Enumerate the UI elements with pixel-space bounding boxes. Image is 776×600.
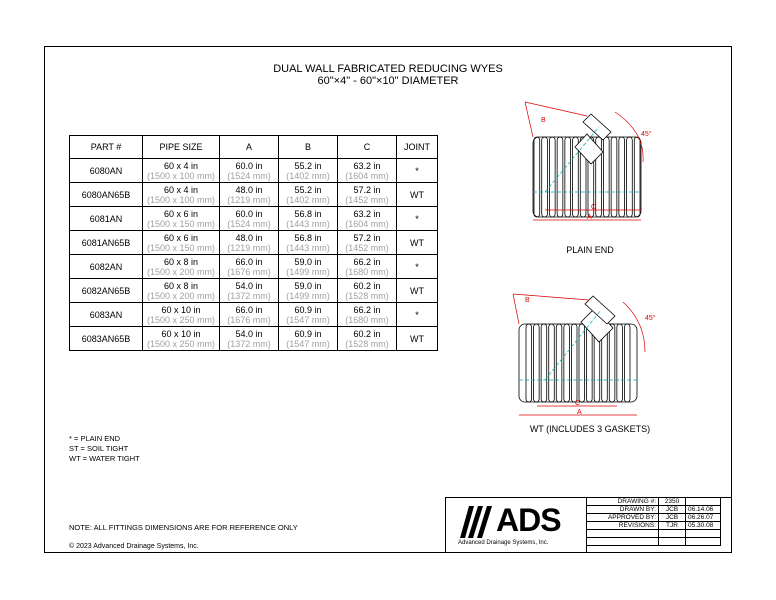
cell-a — [220, 207, 279, 231]
cell-c — [338, 255, 397, 279]
cell-b — [279, 303, 338, 327]
cell-c-metric: (1528 mm) — [345, 338, 389, 349]
cell-a — [220, 279, 279, 303]
cell-c-metric: (1680 mm) — [345, 314, 389, 325]
pipe-corrugation — [549, 324, 555, 402]
cell-c-metric: (1452 mm) — [345, 194, 389, 205]
dim-a-label-wt: A — [577, 409, 582, 416]
cell-b-value: 60.9 in — [294, 328, 322, 339]
cell-c — [338, 183, 397, 207]
company-name: Advanced Drainage Systems, Inc. — [458, 540, 549, 546]
cell-c-metric: (1604 mm) — [345, 170, 389, 181]
legend-soil-tight: ST = SOIL TIGHT — [69, 444, 129, 453]
pipe-corrugation — [587, 324, 593, 402]
copyright: © 2023 Advanced Drainage Systems, Inc. — [69, 543, 199, 550]
pipe-corrugation — [634, 137, 640, 217]
cell-size — [143, 279, 220, 303]
cell-b-value: 59.0 in — [294, 280, 322, 291]
revision-table — [586, 498, 721, 546]
cell-joint-value: WT — [410, 285, 424, 296]
cell-size — [143, 327, 220, 351]
cell-c-value: 63.2 in — [353, 208, 381, 219]
cell-part-value: 6083AN65B — [81, 333, 131, 344]
pipe-corrugation — [564, 324, 570, 402]
cell-c-value: 63.2 in — [353, 160, 381, 171]
cell-b-metric: (1499 mm) — [286, 290, 330, 301]
cell-size — [143, 207, 220, 231]
cell-joint-value: WT — [410, 237, 424, 248]
cell-part — [70, 255, 143, 279]
cell-c-value: 57.2 in — [353, 232, 381, 243]
cell-b-value: 56.8 in — [294, 232, 322, 243]
dim-a-label: A — [587, 214, 592, 221]
drawing-number-label: DRAWING #: — [586, 498, 659, 506]
cell-joint — [397, 303, 438, 327]
drawing-sheet — [44, 46, 732, 553]
pipe-corrugation — [611, 137, 617, 217]
cell-c-metric: (1452 mm) — [345, 242, 389, 253]
pipe-corrugation — [609, 324, 615, 402]
header-part: PART # — [70, 136, 143, 159]
cell-c-metric: (1680 mm) — [345, 266, 389, 277]
cell-size-value: 60 x 6 in — [163, 232, 199, 243]
cell-part — [70, 279, 143, 303]
cell-b-metric: (1443 mm) — [286, 242, 330, 253]
cell-b-value: 55.2 in — [294, 160, 322, 171]
cell-part — [70, 207, 143, 231]
pipe-corrugation — [565, 137, 571, 217]
pipe-corrugation — [549, 137, 555, 217]
cell-a-metric: (1219 mm) — [227, 242, 271, 253]
cell-size-value: 60 x 8 in — [163, 280, 199, 291]
cell-b-value: 59.0 in — [294, 256, 322, 267]
table-row — [70, 303, 438, 327]
pipe-corrugation — [603, 137, 609, 217]
angle-label: 45° — [641, 131, 652, 138]
cell-c-value: 66.2 in — [353, 304, 381, 315]
cell-c-metric: (1528 mm) — [345, 290, 389, 301]
pipe-corrugation — [571, 324, 577, 402]
cell-part-value: 6081AN — [89, 213, 123, 224]
cell-b-value: 56.8 in — [294, 208, 322, 219]
cell-a-value: 66.0 in — [235, 304, 263, 315]
dim-c-label-wt: C — [575, 400, 581, 407]
cell-a — [220, 183, 279, 207]
cell-a-metric: (1219 mm) — [227, 194, 271, 205]
cell-c — [338, 303, 397, 327]
ads-logo — [446, 498, 587, 553]
cell-joint-value: * — [415, 261, 419, 272]
cell-b — [279, 183, 338, 207]
cell-joint-value: * — [415, 165, 419, 176]
cell-b — [279, 327, 338, 351]
dim-b-label: B — [541, 117, 546, 124]
revisions-by: TJR — [659, 522, 686, 530]
table-row — [70, 183, 438, 207]
cell-b-value: 55.2 in — [294, 184, 322, 195]
cell-a-value: 48.0 in — [235, 232, 263, 243]
cell-a-value: 60.0 in — [235, 160, 263, 171]
cell-b-metric: (1499 mm) — [286, 266, 330, 277]
cell-a-value: 54.0 in — [235, 280, 263, 291]
cell-size-metric: (1500 x 200 mm) — [146, 266, 216, 277]
cell-a-metric: (1524 mm) — [227, 218, 271, 229]
pipe-corrugation — [534, 137, 540, 217]
cell-size — [143, 255, 220, 279]
cell-part — [70, 327, 143, 351]
table-row — [70, 255, 438, 279]
cell-size — [143, 231, 220, 255]
cell-part — [70, 231, 143, 255]
cell-joint — [397, 183, 438, 207]
ads-stripes-icon — [460, 506, 496, 538]
cell-a — [220, 303, 279, 327]
cell-size-metric: (1500 x 250 mm) — [146, 338, 216, 349]
cell-size-metric: (1500 x 150 mm) — [146, 242, 216, 253]
cell-b-metric: (1547 mm) — [286, 338, 330, 349]
cell-joint — [397, 279, 438, 303]
table-row — [70, 207, 438, 231]
revisions-date: 05.30.08 — [686, 522, 721, 530]
cell-size — [143, 303, 220, 327]
cell-size-value: 60 x 6 in — [163, 208, 199, 219]
pipe-corrugation — [627, 137, 633, 217]
cell-a-metric: (1372 mm) — [227, 338, 271, 349]
cell-a-metric: (1524 mm) — [227, 170, 271, 181]
cell-b-metric: (1547 mm) — [286, 314, 330, 325]
pipe-corrugation — [579, 324, 585, 402]
drawing-number: 2350 — [659, 498, 686, 506]
pipe-corrugation — [534, 324, 540, 402]
header-pipe-size: PIPE SIZE — [143, 136, 220, 159]
cell-size-metric: (1500 x 200 mm) — [146, 290, 216, 301]
cell-b — [279, 279, 338, 303]
cell-b — [279, 231, 338, 255]
cell-size — [143, 183, 220, 207]
approved-by-label: APPROVED BY: — [586, 514, 659, 522]
cell-a — [220, 231, 279, 255]
title-block — [445, 497, 732, 553]
cell-a — [220, 159, 279, 183]
cell-a-metric: (1676 mm) — [227, 314, 271, 325]
cell-c — [338, 231, 397, 255]
cell-joint-value: * — [415, 309, 419, 320]
cell-part-value: 6082AN65B — [81, 285, 131, 296]
table-row — [70, 327, 438, 351]
cell-joint — [397, 159, 438, 183]
ads-logo-text: ADS — [496, 502, 561, 538]
cell-c-value: 60.2 in — [353, 328, 381, 339]
cell-a — [220, 327, 279, 351]
dim-c-label: C — [591, 204, 597, 211]
pipe-corrugation — [557, 137, 563, 217]
cell-a-value: 66.0 in — [235, 256, 263, 267]
legend-plain-end: * = PLAIN END — [69, 434, 121, 443]
cell-c — [338, 279, 397, 303]
cell-c-value: 57.2 in — [353, 184, 381, 195]
cell-c — [338, 159, 397, 183]
cell-joint — [397, 255, 438, 279]
cell-size-value: 60 x 4 in — [163, 184, 199, 195]
cell-b-metric: (1443 mm) — [286, 218, 330, 229]
cell-joint — [397, 327, 438, 351]
cell-joint-value: WT — [410, 333, 424, 344]
drawn-date: 06.14.06 — [686, 506, 721, 514]
cell-size-metric: (1500 x 150 mm) — [146, 218, 216, 229]
drawing-subtitle: 60"×4" - 60"×10" DIAMETER — [317, 75, 459, 87]
cell-c-value: 66.2 in — [353, 256, 381, 267]
drawn-by-label: DRAWN BY: — [586, 506, 659, 514]
cell-a-metric: (1676 mm) — [227, 266, 271, 277]
cell-part-value: 6081AN65B — [81, 237, 131, 248]
table-row — [70, 279, 438, 303]
cell-joint — [397, 207, 438, 231]
cell-a-value: 54.0 in — [235, 328, 263, 339]
pipe-corrugation — [556, 324, 562, 402]
cell-part-value: 6083AN — [89, 309, 123, 320]
pipe-corrugation — [526, 324, 532, 402]
cell-part — [70, 303, 143, 327]
cell-b-metric: (1402 mm) — [286, 194, 330, 205]
cell-b — [279, 207, 338, 231]
cell-c — [338, 327, 397, 351]
approved-by: JCB — [659, 514, 686, 522]
joint-legend — [69, 434, 140, 464]
revisions-label: REVISIONS: — [586, 522, 659, 530]
header-c: C — [338, 136, 397, 159]
cell-part — [70, 159, 143, 183]
header-a: A — [220, 136, 279, 159]
pipe-corrugation — [542, 137, 548, 217]
cell-size-value: 60 x 4 in — [163, 160, 199, 171]
table-row — [70, 159, 438, 183]
cell-c-value: 60.2 in — [353, 280, 381, 291]
cell-size — [143, 159, 220, 183]
cell-part-value: 6080AN65B — [81, 189, 131, 200]
cell-a — [220, 255, 279, 279]
pipe-corrugation — [541, 324, 547, 402]
dim-b-label-wt: B — [525, 297, 530, 304]
cell-joint-value: * — [415, 213, 419, 224]
cell-a-metric: (1372 mm) — [227, 290, 271, 301]
cell-size-metric: (1500 x 100 mm) — [146, 170, 216, 181]
cell-c — [338, 207, 397, 231]
cell-size-metric: (1500 x 250 mm) — [146, 314, 216, 325]
cell-b — [279, 255, 338, 279]
plain-end-wye-drawing — [515, 92, 725, 242]
cell-b-metric: (1402 mm) — [286, 170, 330, 181]
cell-size-metric: (1500 x 100 mm) — [146, 194, 216, 205]
cell-joint — [397, 231, 438, 255]
cell-part-value: 6082AN — [89, 261, 123, 272]
angle-label-wt: 45° — [645, 315, 656, 322]
cell-c-metric: (1604 mm) — [345, 218, 389, 229]
cell-joint-value: WT — [410, 189, 424, 200]
table-row — [70, 231, 438, 255]
cell-part-value: 6080AN — [89, 165, 123, 176]
cell-size-value: 60 x 10 in — [161, 328, 201, 339]
dimensions-table — [69, 135, 438, 351]
legend-water-tight: WT = WATER TIGHT — [69, 454, 140, 463]
approved-date: 06.26.07 — [686, 514, 721, 522]
cell-part — [70, 183, 143, 207]
pipe-corrugation — [619, 137, 625, 217]
wt-label: WT (INCLUDES 3 GASKETS) — [529, 424, 651, 434]
cell-a-value: 48.0 in — [235, 184, 263, 195]
header-joint: JOINT — [397, 136, 438, 159]
cell-size-value: 60 x 10 in — [161, 304, 201, 315]
pipe-corrugation — [624, 324, 630, 402]
plain-end-label: PLAIN END — [566, 245, 614, 255]
drawing-title: DUAL WALL FABRICATED REDUCING WYES — [273, 63, 503, 75]
cell-b-value: 60.9 in — [294, 304, 322, 315]
pipe-corrugation — [617, 324, 623, 402]
reference-note: NOTE: ALL FITTINGS DIMENSIONS ARE FOR REFERENCE ONLY — [69, 523, 298, 532]
cell-b — [279, 159, 338, 183]
wt-wye-drawing — [505, 272, 725, 422]
cell-a-value: 60.0 in — [235, 208, 263, 219]
table-header-row — [70, 136, 438, 159]
header-b: B — [279, 136, 338, 159]
cell-size-value: 60 x 8 in — [163, 256, 199, 267]
drawn-by: JCB — [659, 506, 686, 514]
